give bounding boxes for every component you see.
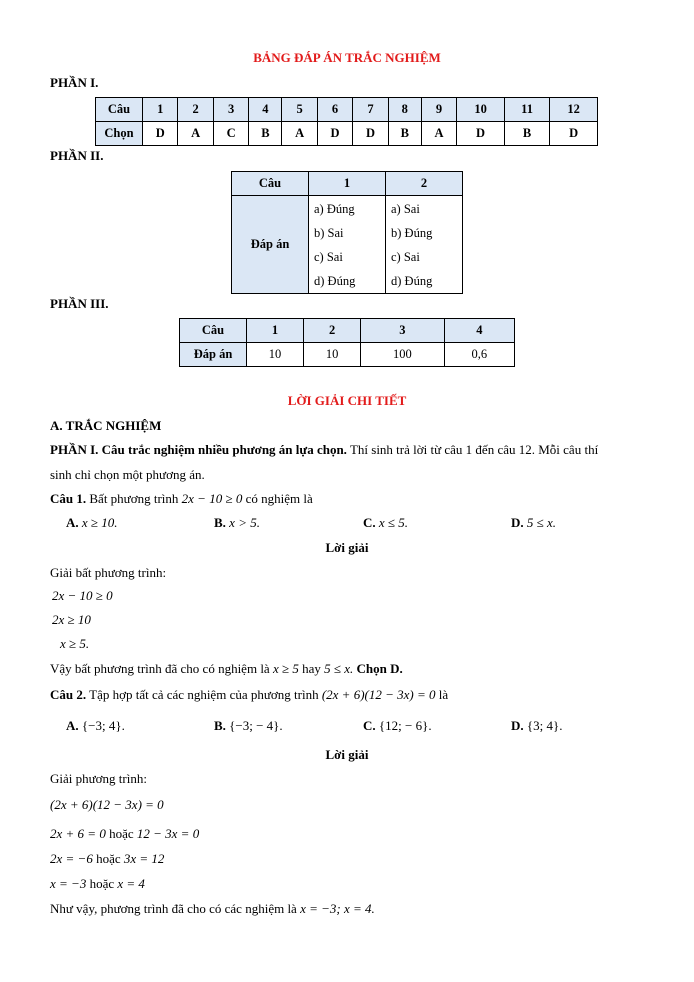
option-d	[511, 515, 556, 531]
solution-heading: Lời giải	[325, 747, 369, 762]
solution-step: (2x + 6)(12 − 3x) = 0	[50, 797, 164, 812]
question-text-tail: có nghiệm là	[242, 491, 313, 506]
part3-answer-table	[179, 318, 515, 367]
table-cell: 4	[444, 319, 514, 343]
option-key: B.	[214, 718, 226, 733]
table-cell: D	[317, 122, 352, 146]
option-value: {−3; 4}.	[81, 718, 125, 733]
answer-line: c) Sai	[391, 250, 420, 264]
option-b	[214, 718, 283, 734]
table-cell: B	[388, 122, 421, 146]
option-value: {12; − 6}.	[378, 718, 432, 733]
solution-intro: Giải bất phương trình:	[50, 565, 167, 580]
or-word: hoặc	[109, 826, 134, 841]
option-value: x ≥ 10.	[81, 515, 118, 530]
option-value: x > 5.	[229, 515, 260, 530]
table-cell: 11	[504, 98, 549, 122]
answer-line: a) Sai	[391, 202, 420, 216]
conclusion-expr: x ≥ 5	[272, 661, 299, 676]
table-cell: 1	[247, 319, 304, 343]
answer-key-title: BẢNG ĐÁP ÁN TRẮC NGHIỆM	[253, 50, 441, 65]
conclusion-expr: x = −3; x = 4.	[300, 901, 375, 916]
step-expr: 3x = 12	[123, 851, 165, 866]
option-value: {3; 4}.	[526, 718, 563, 733]
question-expr: 2x − 10 ≥ 0	[181, 491, 243, 506]
option-value: {−3; − 4}.	[229, 718, 283, 733]
solution-step: 2x − 10 ≥ 0	[52, 588, 113, 603]
row-label-answer: Đáp án	[232, 196, 309, 294]
row-label-question: Câu	[180, 319, 247, 343]
solution-intro: Giải phương trình:	[50, 771, 147, 786]
option-c	[363, 515, 408, 531]
table-cell: 5	[282, 98, 317, 122]
part1-intro-bold: PHẦN I. Câu trắc nghiệm nhiều phương án lựa chọn.	[50, 442, 347, 457]
table-row	[180, 343, 515, 367]
question-label: Câu 1.	[50, 491, 87, 506]
solution-heading: Lời giải	[325, 540, 369, 555]
table-cell: 4	[249, 98, 282, 122]
part1-intro	[50, 442, 650, 458]
part3-heading: PHẦN III.	[50, 296, 109, 311]
option-key: D.	[511, 718, 524, 733]
option-value: 5 ≤ x.	[526, 515, 557, 530]
table-cell: 2	[178, 98, 213, 122]
table-cell: A	[178, 122, 213, 146]
step-expr: x = −3	[50, 876, 87, 891]
chosen-answer: Chọn D.	[356, 661, 403, 676]
option-a	[66, 718, 125, 734]
answer-line: d) Đúng	[391, 274, 433, 288]
question-text: Tập hợp tất cả các nghiệm của phương trình	[86, 687, 322, 702]
table-cell: 10	[457, 98, 505, 122]
table-row	[96, 98, 598, 122]
option-key: C.	[363, 515, 376, 530]
option-key: A.	[66, 718, 79, 733]
option-d	[511, 718, 562, 734]
option-key: A.	[66, 515, 79, 530]
table-cell: D	[143, 122, 178, 146]
table-cell: D	[457, 122, 505, 146]
table-cell: 7	[353, 98, 388, 122]
table-cell: 10	[304, 343, 361, 367]
question-text-tail: là	[435, 687, 449, 702]
table-cell: 100	[361, 343, 445, 367]
or-word: hoặc	[89, 876, 115, 891]
table-cell: 12	[550, 98, 598, 122]
question-1	[50, 491, 313, 507]
step-expr: 2x = −6	[50, 851, 93, 866]
row-label-answer: Đáp án	[180, 343, 247, 367]
table-cell: 2	[386, 172, 463, 196]
answer-line: a) Đúng	[314, 202, 355, 216]
option-b	[214, 515, 260, 531]
solution-title: LỜI GIẢI CHI TIẾT	[287, 393, 407, 408]
table-cell	[386, 196, 463, 294]
solution-conclusion	[50, 901, 650, 917]
option-key: C.	[363, 718, 376, 733]
col-label-question: Câu	[232, 172, 309, 196]
option-value: x ≤ 5.	[378, 515, 409, 530]
question-expr: (2x + 6)(12 − 3x) = 0	[321, 687, 436, 702]
table-row	[232, 196, 463, 294]
table-cell: 1	[309, 172, 386, 196]
question-text: Bất phương trình	[86, 491, 182, 506]
option-key: B.	[214, 515, 226, 530]
table-cell: 3	[213, 98, 248, 122]
table-cell: A	[282, 122, 317, 146]
step-expr: 12 − 3x = 0	[136, 826, 200, 841]
conclusion-expr: 5 ≤ x.	[324, 661, 354, 676]
conclusion-text: Vậy bất phương trình đã cho có nghiệm là	[50, 661, 273, 676]
conclusion-text: hay	[298, 661, 325, 676]
table-cell: 9	[421, 98, 456, 122]
part2-answer-table	[231, 171, 463, 294]
table-cell: 0,6	[444, 343, 514, 367]
table-cell: 10	[247, 343, 304, 367]
table-cell: D	[550, 122, 598, 146]
step-expr: x = 4	[117, 876, 145, 891]
question-label: Câu 2.	[50, 687, 87, 702]
table-cell: A	[421, 122, 456, 146]
table-cell: 6	[317, 98, 352, 122]
part1-answer-table	[95, 97, 598, 146]
table-row	[180, 319, 515, 343]
table-cell: 2	[304, 319, 361, 343]
table-cell	[309, 196, 386, 294]
table-cell: 3	[361, 319, 445, 343]
option-a	[66, 515, 118, 531]
part1-intro-line2: sinh chỉ chọn một phương án.	[50, 467, 205, 482]
solution-step	[50, 826, 199, 842]
row-label-answer: Chọn	[96, 122, 143, 146]
option-c	[363, 718, 432, 734]
answer-line: d) Đúng	[314, 274, 356, 288]
table-cell: B	[504, 122, 549, 146]
solution-step: 2x ≥ 10	[52, 612, 91, 627]
part1-intro-rest: Thí sinh trả lời từ câu 1 đến câu 12. Mỗi câu thí	[346, 442, 599, 457]
part1-heading: PHẦN I.	[50, 75, 99, 90]
answer-line: c) Sai	[314, 250, 343, 264]
answer-line: b) Sai	[314, 226, 344, 240]
table-cell: 8	[388, 98, 421, 122]
solution-step	[50, 876, 145, 892]
conclusion-text: Như vậy, phương trình đã cho có các nghiệm là	[50, 901, 301, 916]
table-cell: 1	[143, 98, 178, 122]
question-2	[50, 687, 448, 703]
table-row	[232, 172, 463, 196]
option-key: D.	[511, 515, 524, 530]
table-row	[96, 122, 598, 146]
solution-step	[50, 851, 164, 867]
table-cell: C	[213, 122, 248, 146]
row-label-question: Câu	[96, 98, 143, 122]
or-word: hoặc	[96, 851, 121, 866]
table-cell: D	[353, 122, 388, 146]
solution-step: x ≥ 5.	[60, 636, 90, 651]
part2-heading: PHẦN II.	[50, 148, 104, 163]
table-cell: B	[249, 122, 282, 146]
solution-conclusion	[50, 661, 650, 677]
step-expr: 2x + 6 = 0	[50, 826, 106, 841]
section-a-heading: A. TRẮC NGHIỆM	[50, 418, 162, 433]
answer-line: b) Đúng	[391, 226, 433, 240]
